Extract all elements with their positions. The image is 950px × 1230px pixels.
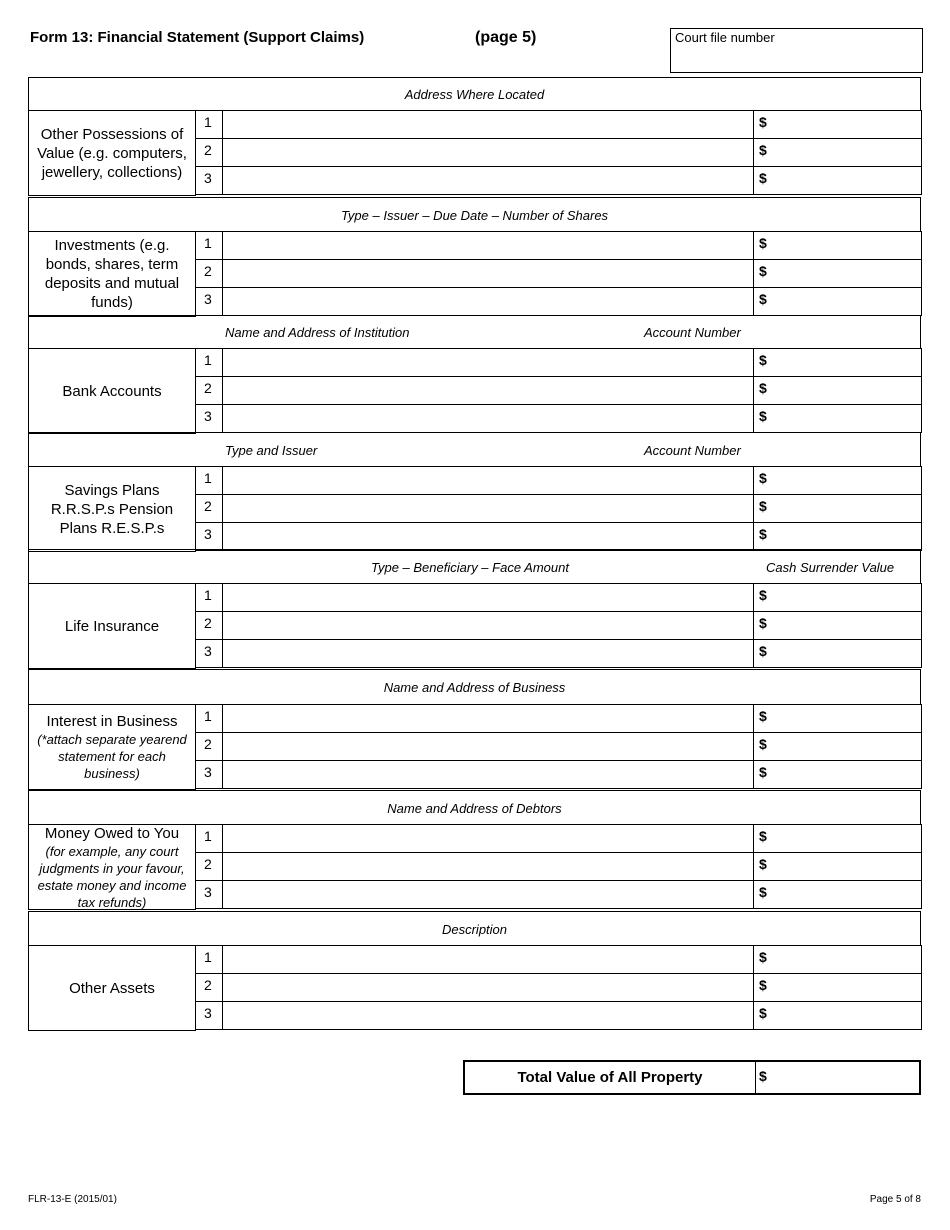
row-number: 2 [195, 494, 223, 523]
row-number: 1 [195, 231, 223, 260]
category-label [28, 231, 196, 317]
amount-field[interactable]: $ [753, 732, 922, 761]
court-file-number-label: Court file number [675, 30, 775, 45]
description-field[interactable] [222, 231, 754, 260]
category-title: Money Owed to You [44, 824, 180, 842]
row-number: 1 [195, 110, 223, 139]
table-row [195, 522, 923, 551]
description-field[interactable] [222, 138, 754, 167]
row-number: 1 [195, 583, 223, 612]
amount-field[interactable]: $ [753, 404, 922, 433]
total-property-amount[interactable]: $ [759, 1068, 767, 1084]
row-number: 2 [195, 138, 223, 167]
category-title: Other Possessions of Value (e.g. computers, jewellery, collections) [37, 125, 187, 181]
amount-field[interactable]: $ [753, 259, 922, 288]
category-label [28, 110, 196, 196]
category-title: Life Insurance [64, 617, 160, 635]
category-label [28, 945, 196, 1031]
table-row [195, 880, 923, 909]
amount-field[interactable]: $ [753, 852, 922, 881]
section-header [28, 790, 921, 825]
amount-field[interactable]: $ [753, 760, 922, 789]
row-number: 3 [195, 880, 223, 909]
amount-field[interactable]: $ [753, 824, 922, 853]
table-row [195, 611, 923, 640]
section-header [28, 432, 921, 467]
table-row [195, 1001, 923, 1030]
row-number: 2 [195, 611, 223, 640]
description-field[interactable] [222, 973, 754, 1002]
section-header [28, 669, 921, 705]
court-file-number-field[interactable] [670, 28, 923, 73]
column-caption: Type – Issuer – Due Date – Number of Shares [340, 207, 609, 223]
amount-field[interactable]: $ [753, 611, 922, 640]
amount-field[interactable]: $ [753, 583, 922, 612]
amount-field[interactable]: $ [753, 138, 922, 167]
row-number: 1 [195, 824, 223, 853]
column-caption: Address Where Located [404, 87, 545, 102]
table-row [195, 704, 923, 733]
column-caption: Name and Address of Institution [225, 325, 410, 340]
description-field[interactable] [222, 1001, 754, 1030]
row-number: 2 [195, 973, 223, 1002]
category-label [28, 583, 196, 669]
row-number: 1 [195, 348, 223, 377]
amount-field[interactable]: $ [753, 231, 922, 260]
amount-field[interactable]: $ [753, 522, 922, 551]
column-caption: Cash Surrender Value [766, 559, 895, 575]
column-caption: Name and Address of Business [383, 680, 566, 695]
row-number: 3 [195, 287, 223, 316]
column-caption: Name and Address of Debtors [387, 800, 562, 816]
page-number: Page 5 of 8 [869, 1194, 921, 1205]
description-field[interactable] [222, 639, 754, 668]
category-label [28, 348, 196, 434]
row-number: 3 [195, 522, 223, 551]
page-label: (page 5) [475, 29, 537, 46]
table-row [195, 494, 923, 523]
description-field[interactable] [222, 852, 754, 881]
form-title: Form 13: Financial Statement (Support Claims) [30, 29, 365, 46]
table-row [195, 404, 923, 433]
description-field[interactable] [222, 287, 754, 316]
description-field[interactable] [222, 760, 754, 789]
amount-field[interactable]: $ [753, 639, 922, 668]
amount-field[interactable]: $ [753, 704, 922, 733]
description-field[interactable] [222, 704, 754, 733]
section-header [28, 77, 921, 111]
row-number: 3 [195, 166, 223, 195]
category-title: Other Assets [69, 979, 155, 997]
row-number: 1 [195, 466, 223, 495]
table-row [195, 945, 923, 974]
amount-field[interactable]: $ [753, 110, 922, 139]
section-body [28, 348, 923, 434]
table-row [195, 166, 923, 195]
section-body [28, 466, 923, 552]
category-label [28, 466, 196, 552]
category-title: Investments (e.g. bonds, shares, term deposits and mutual funds) [44, 237, 180, 311]
amount-field[interactable]: $ [753, 466, 922, 495]
table-row [195, 760, 923, 789]
table-row [195, 824, 923, 853]
section-body [28, 231, 923, 317]
amount-field[interactable]: $ [753, 973, 922, 1002]
amount-field[interactable]: $ [753, 945, 922, 974]
table-row [195, 138, 923, 167]
description-field[interactable] [222, 376, 754, 405]
total-property-box [463, 1060, 921, 1095]
description-field[interactable] [222, 732, 754, 761]
table-row [195, 376, 923, 405]
section-header [28, 197, 921, 232]
section-header [28, 549, 921, 584]
amount-field[interactable]: $ [753, 166, 922, 195]
table-row [195, 852, 923, 881]
row-number: 2 [195, 732, 223, 761]
amount-field[interactable]: $ [753, 287, 922, 316]
category-note: (*attach separate yearend statement for each business) [37, 732, 187, 781]
description-field[interactable] [222, 583, 754, 612]
description-field[interactable] [222, 611, 754, 640]
section-header [28, 911, 921, 946]
amount-field[interactable]: $ [753, 494, 922, 523]
row-number: 3 [195, 639, 223, 668]
description-field[interactable] [222, 404, 754, 433]
row-number: 2 [195, 259, 223, 288]
section-header [28, 315, 921, 349]
amount-field[interactable]: $ [753, 1001, 922, 1030]
row-number: 3 [195, 760, 223, 789]
description-field[interactable] [222, 259, 754, 288]
table-row [195, 973, 923, 1002]
column-caption: Type – Beneficiary – Face Amount [371, 559, 569, 575]
section-body [28, 583, 923, 669]
description-field[interactable] [222, 945, 754, 974]
column-caption: Account Number [644, 325, 741, 340]
category-title: Bank Accounts [62, 382, 162, 400]
amount-field[interactable]: $ [753, 376, 922, 405]
row-number: 1 [195, 704, 223, 733]
form-code: FLR-13-E (2015/01) [28, 1194, 117, 1205]
description-field[interactable] [222, 522, 754, 551]
amount-field[interactable]: $ [753, 880, 922, 909]
description-field[interactable] [222, 348, 754, 377]
table-row [195, 259, 923, 288]
column-caption: Description [441, 921, 508, 937]
description-field[interactable] [222, 166, 754, 195]
section-body [28, 110, 923, 196]
section-body [28, 824, 923, 910]
table-row [195, 639, 923, 668]
row-number: 3 [195, 404, 223, 433]
description-field[interactable] [222, 880, 754, 909]
table-row [195, 732, 923, 761]
column-caption: Account Number [644, 442, 741, 458]
category-title: Interest in Business [46, 713, 178, 730]
section-body [28, 945, 923, 1031]
category-note: (for example, any court judgments in your favour, estate money and income tax refunds) [37, 843, 187, 910]
description-field[interactable] [222, 110, 754, 139]
category-title: Savings Plans R.R.S.P.s Pension Plans R.E.S.P.s [50, 481, 174, 537]
row-number: 2 [195, 852, 223, 881]
row-number: 1 [195, 945, 223, 974]
description-field[interactable] [222, 824, 754, 853]
category-label [28, 704, 196, 790]
description-field[interactable] [222, 466, 754, 495]
row-number: 2 [195, 376, 223, 405]
table-row [195, 287, 923, 316]
table-row [195, 110, 923, 139]
column-caption: Type and Issuer [225, 442, 318, 458]
total-property-label: Total Value of All Property [465, 1062, 756, 1093]
description-field[interactable] [222, 494, 754, 523]
table-row [195, 466, 923, 495]
table-row [195, 583, 923, 612]
category-label [28, 824, 196, 910]
table-row [195, 231, 923, 260]
table-row [195, 348, 923, 377]
row-number: 3 [195, 1001, 223, 1030]
section-body [28, 704, 923, 790]
amount-field[interactable]: $ [753, 348, 922, 377]
